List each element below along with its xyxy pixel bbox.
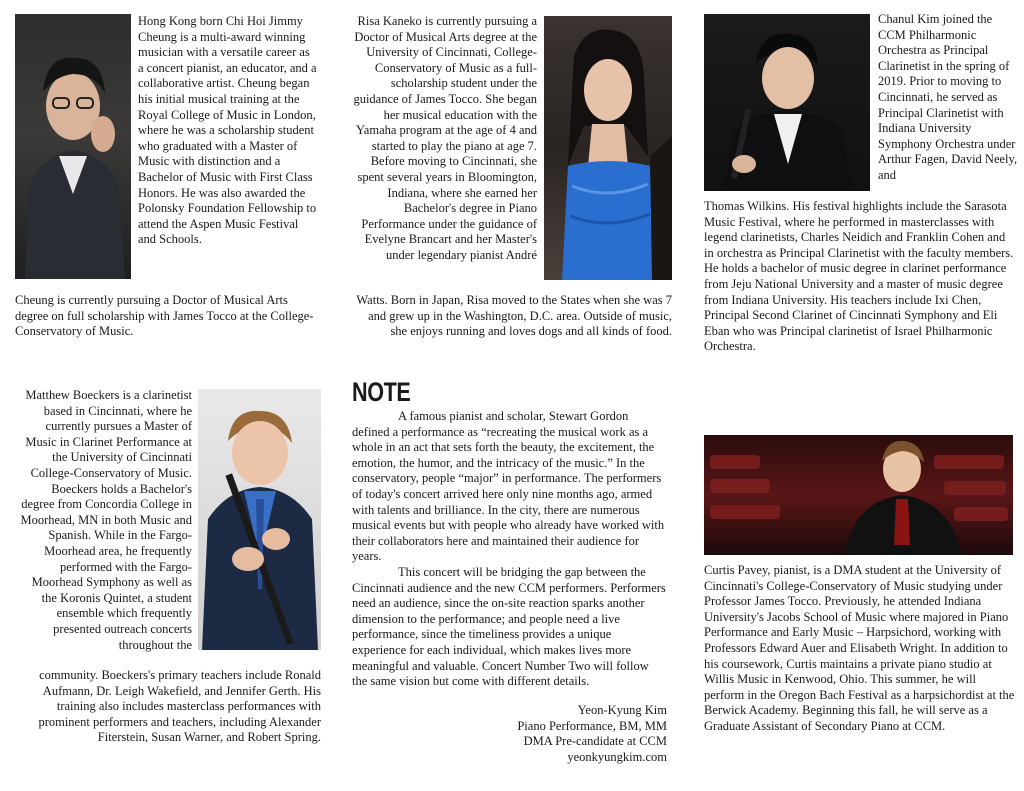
kaneko-bio-full: Watts. Born in Japan, Risa moved to the States when she was 7 and grew up in the Washington, D.C. area. Outside of music, she enjoys running and loves dogs and all kinds of food.: [356, 293, 672, 339]
boeckers-bio-full: community. Boeckers's primary teachers include Ronald Aufmann, Dr. Leigh Wakefield, and Jennifer Gerth. His training also includes masterclass performances with prominent performers and teachers, including Alexander Fiterstein, Susan Warner, and Robert Spring.: [38, 668, 321, 745]
signature-degree: Piano Performance, BM, MM: [517, 718, 667, 733]
portrait-cheung-illustration: [15, 14, 131, 279]
portrait-pavey-illustration: [704, 435, 1013, 555]
signature-name: Yeon-Kyung Kim: [577, 703, 667, 717]
photo-kaneko: [544, 16, 672, 280]
boeckers-bio-wrapped: Matthew Boeckers is a clarinetist based in Cincinnati, where he currently pursues a Master of Music in Clarinet Performance at the University of Cincinnati College-Conservatory of Music. Boeckers holds a Bachelor's degree from Concordia College in Moorhead, MN in both Music and Spanish. While in the Fargo-Moorhead area, he frequently performed with the Fargo-Moorhead Symphony as well as the Koronis Quintet, a student ensemble which frequently presented outreach concerts throughout the: [20, 388, 192, 652]
signature-website: yeonkyungkim.com: [567, 749, 667, 764]
note-paragraph-2: This concert will be bridging the gap between the Cincinnati audience and the new CCM performers. Performers need an audience, since the on-site reaction sparks another dimension to the performance; and people need a live performance, since the timeliness provides a unique experience for each individual, which makes lives more meaningful and valuable. Concert Number Two will follow the same vision but come with different details.: [352, 564, 666, 689]
note-title: NOTE: [352, 377, 411, 407]
photo-cheung: [15, 14, 131, 279]
portrait-kaneko-illustration: [544, 16, 672, 280]
kaneko-bio-wrapped: Risa Kaneko is currently pursuing a Doctor of Musical Arts degree at the University of Cincinnati, College-Conservatory of Music as a full-scholarship student under the guidance of James Tocco. She began her musical education with the Yamaha program at the age of 4 and started to play the piano at age 7. Before moving to Cincinnati, she spent several years in Bloomington, Indiana, where she earned her Bachelor's degree in Piano Performance under the guidance of Evelyne Brancart and her Master's under legendary pianist André: [353, 14, 537, 262]
kim-bio-wrapped: Chanul Kim joined the CCM Philharmonic Orchestra as Principal Clarinetist in the spring of 2019. Prior to moving to Cincinnati, he served as Principal Clarinetist with Indiana University Symphony Orchestra under Arthur Fagen, David Neely, and: [878, 12, 1018, 182]
photo-kim: [704, 14, 870, 191]
note-signature: [352, 703, 667, 765]
pavey-bio: Curtis Pavey, pianist, is a DMA student at the University of Cincinnati's College-Conservatory of Music studying under Professor James Tocco. Previously, he attended Indiana University's Jacobs School of Music where majored in Piano Performance and Early Music – Harpsichord, working with Professors Edward Auer and Elisabeth Wright. In addition to his coursework, Curtis maintains a private piano studio at Willis Music in Kenwood, Ohio. This summer, he will perform in the Oregon Bach Festival as a harpsichordist at the Berwick Academy. Beginning this fall, he will serve as a Graduate Assistant of Secondary Piano at CCM.: [704, 563, 1015, 733]
note-paragraph-1: A famous pianist and scholar, Stewart Gordon defined a performance as “recreating the musical work as a whole in an act that sets forth the beauty, the excitement, the emotion, the humor, and the intricacy of the music.” In the conservatory, people “major” in performance. The performers of today's concert arrived here only nine months ago, armed with talents and brilliance. In the city, there are numerous musical events but with people who already have worked with their collaborators here and maintained their audience for years.: [352, 409, 665, 564]
kim-bio-full: Thomas Wilkins. His festival highlights include the Sarasota Music Festival, where he performed in masterclasses with legend clarinetists, Charles Neidich and Franklin Cohen and in orchestra as Principal Clarinetist with the faculty members. He holds a bachelor of music degree in clarinet performance from Jeju National University and a master of music degree from Indiana University. His teachers include Ixi Chen, Principal Second Clarinet of Cincinnati Symphony and Eli Eban who was Principal clarinetist of Israel Philharmonic Orchestra.: [704, 199, 1014, 354]
photo-pavey: [704, 435, 1013, 555]
portrait-kim-illustration: [704, 14, 870, 191]
cheung-bio-wrapped: Hong Kong born Chi Hoi Jimmy Cheung is a multi-award winning musician with a versatile career as a concert pianist, an educator, and a collaborative artist. Cheung began his initial musical training at the Royal College of Music in London, where he was a scholarship student who graduated with a Master of Music with distinction and a Bachelor of Music with First Class Honors. He was also awarded the Polonsky Foundation Fellowship to attend the Aspen Music Festival and Schools.: [138, 14, 317, 247]
photo-boeckers: [198, 389, 321, 650]
signature-title: DMA Pre-candidate at CCM: [523, 734, 667, 749]
portrait-boeckers-illustration: [198, 389, 321, 650]
note-body: [352, 409, 667, 690]
cheung-bio-full: Cheung is currently pursuing a Doctor of Musical Arts degree on full scholarship with James Tocco at the College-Conservatory of Music.: [15, 293, 314, 339]
